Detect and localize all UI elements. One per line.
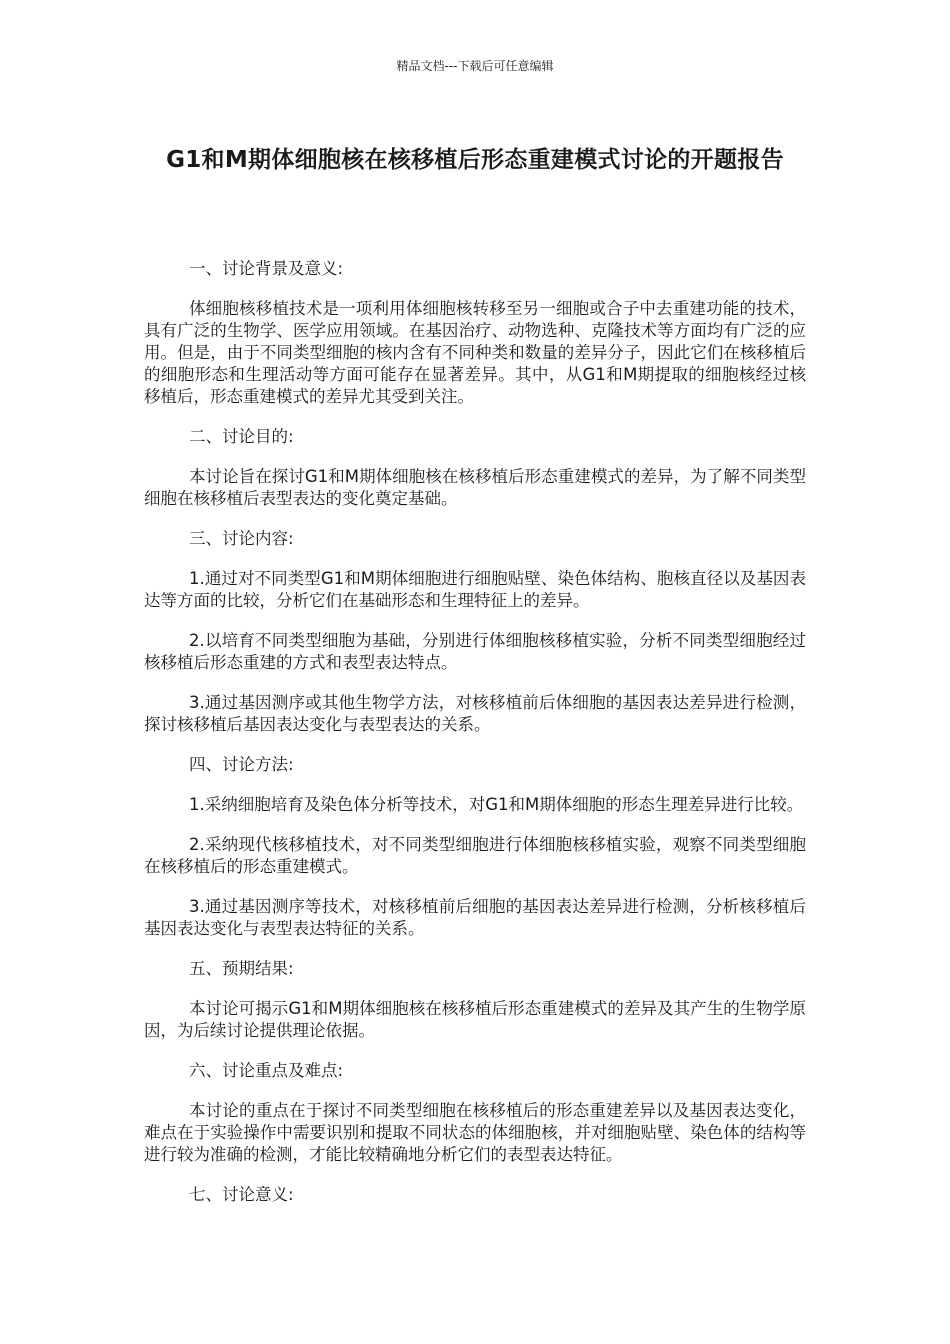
paragraph: 体细胞核移植技术是一项利用体细胞核转移至另一细胞或合子中去重建功能的技术，具有广泛的生物学、医学应用领域。在基因治疗、动物选种、克隆技术等方面均有广泛的应用。但是，由于不同类型细胞的核内含有不同种类和数量的差异分子，因此它们在核移植后的细胞形态和生理活动等方面可能存在显著差异。其中，从G1和M期提取的细胞核经过核移植后，形态重建模式的差异尤其受到关注。 [144,299,806,406]
paragraph: 1.采纳细胞培育及染色体分析等技术，对G1和M期体细胞的形态生理差异进行比较。 [189,795,804,814]
section-heading: 一、讨论背景及意义: [189,259,344,278]
paragraph: 3.通过基因测序或其他生物学方法，对核移植前后体细胞的基因表达差异进行检测，探讨核移植后基因表达变化与表型表达的关系。 [144,693,806,734]
section-purpose [144,426,806,510]
section-key-points [144,1060,806,1166]
document-title: G1和M期体细胞核在核移植后形态重建模式讨论的开题报告 [166,147,784,173]
section-heading: 三、讨论内容: [189,529,294,548]
paragraph: 1.通过对不同类型G1和M期体细胞进行细胞贴壁、染色体结构、胞核直径以及基因表达等方面的比较，分析它们在基础形态和生理特征上的差异。 [144,569,806,610]
section-methods [144,754,806,940]
section-background [144,258,806,408]
section-heading: 七、讨论意义: [189,1185,294,1204]
header-note: 精品文档---下载后可任意编辑 [396,59,554,73]
section-heading: 五、预期结果: [189,959,294,978]
section-significance [144,1184,806,1206]
paragraph: 2.以培育不同类型细胞为基础，分别进行体细胞核移植实验，分析不同类型细胞经过核移植后形态重建的方式和表型表达特点。 [144,631,806,672]
section-expected-results [144,958,806,1042]
paragraph: 本讨论的重点在于探讨不同类型细胞在核移植后的形态重建差异以及基因表达变化，难点在于实验操作中需要识别和提取不同状态的体细胞核，并对细胞贴壁、染色体的结构等进行较为准确的检测，才能比较精确地分析它们的表型表达特征。 [144,1101,806,1164]
section-heading: 六、讨论重点及难点: [189,1061,344,1080]
paragraph: 2.采纳现代核移植技术，对不同类型细胞进行体细胞核移植实验，观察不同类型细胞在核移植后的形态重建模式。 [144,835,806,876]
section-heading: 二、讨论目的: [189,427,294,446]
paragraph: 3.通过基因测序等技术，对核移植前后细胞的基因表达差异进行检测，分析核移植后基因表达变化与表型表达特征的关系。 [144,897,806,938]
document-body [144,258,806,1224]
section-heading: 四、讨论方法: [189,755,294,774]
paragraph: 本讨论可揭示G1和M期体细胞核在核移植后形态重建模式的差异及其产生的生物学原因，为后续讨论提供理论依据。 [144,999,806,1040]
paragraph: 本讨论旨在探讨G1和M期体细胞核在核移植后形态重建模式的差异，为了解不同类型细胞在核移植后表型表达的变化奠定基础。 [144,467,806,508]
section-content [144,528,806,736]
